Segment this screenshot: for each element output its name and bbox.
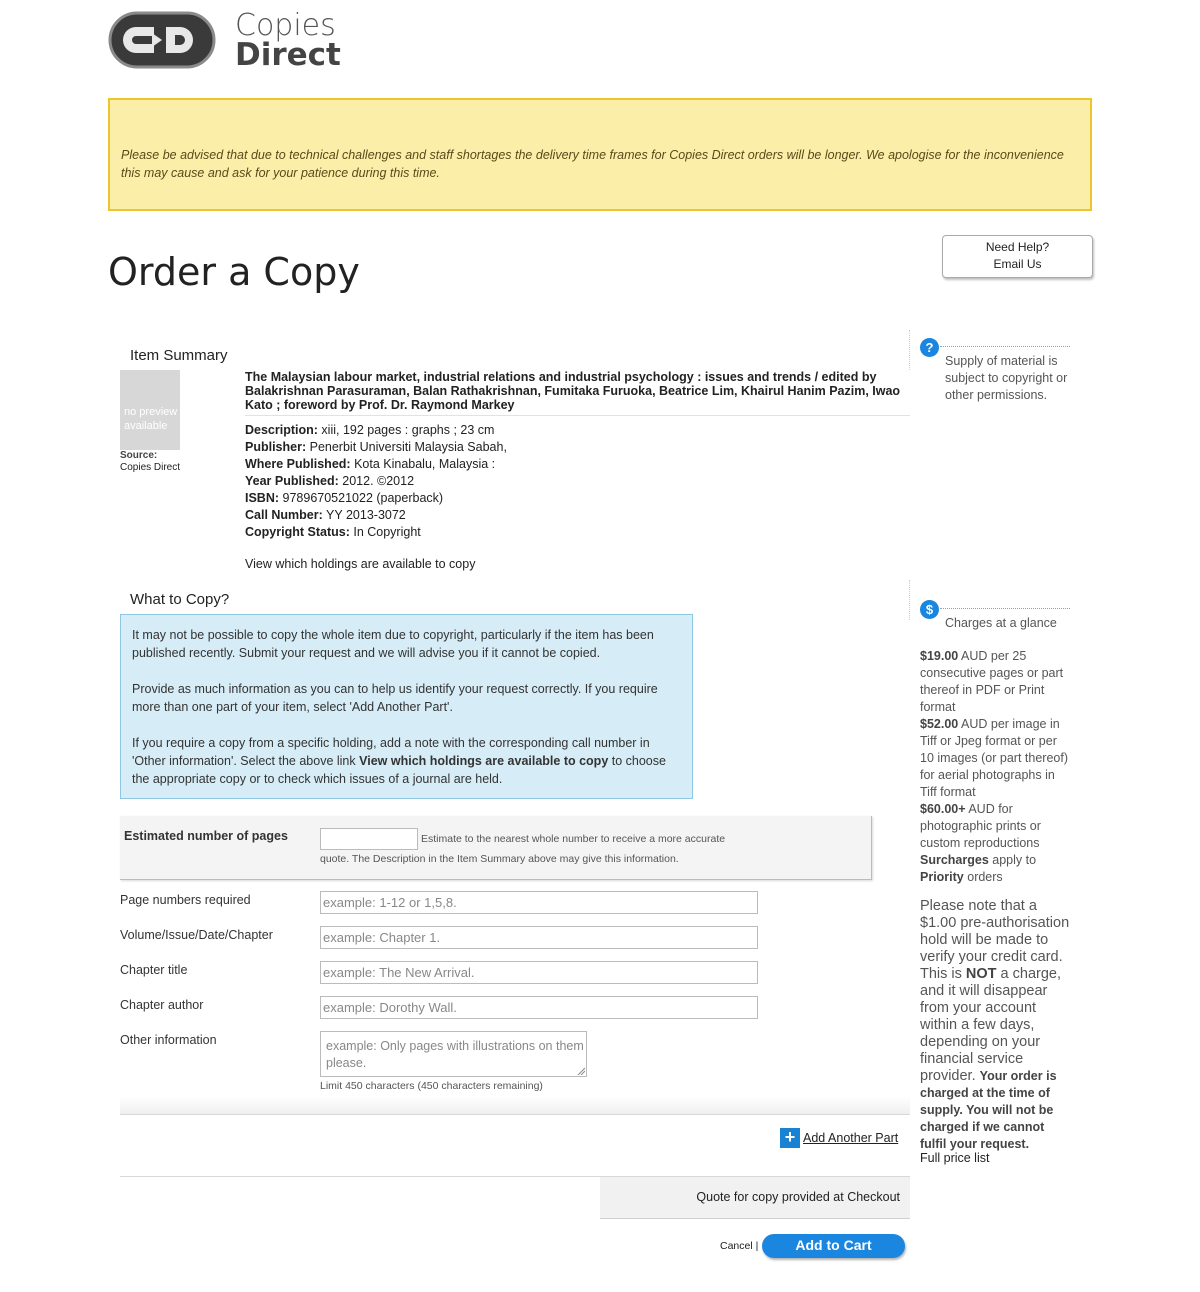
help-line-2: Email Us [993, 257, 1042, 271]
resize-grip-icon[interactable] [577, 1067, 585, 1075]
surcharges-text: apply to [988, 853, 1037, 867]
holdings-reference: View which holdings are available to copy [359, 754, 609, 768]
chapter-author-label: Chapter author [120, 998, 204, 1012]
charge-text: AUD per image in Tiff or Jpeg format or per 10 images (or part thereof) for aerial photographs in Tiff format [920, 717, 1068, 799]
full-price-list-link[interactable]: Full price list [920, 1151, 990, 1165]
view-holdings-link[interactable]: View which holdings are available to copy [245, 557, 476, 571]
detail-label: Call Number: [245, 508, 323, 522]
copies-direct-logo-mark[interactable] [108, 11, 216, 69]
info-paragraph-3 [132, 734, 672, 788]
sidebar-dotted-rule [940, 608, 1070, 609]
info-paragraph-1: It may not be possible to copy the whole item due to copyright, particularly if the item has been published recently. Submit your request and we will advise you if it cannot be copied. [132, 628, 654, 660]
preauth-text: Please note that a $1.00 pre-authorisation hold will be made to verify your credit card. This is [920, 898, 1070, 982]
detail-row-copyright-status [245, 524, 507, 541]
item-title: The Malaysian labour market, industrial relations and industrial psychology : issues and trends / edited by Balakrishnan Parasuraman, Balan Rathakrishnan, Fumitaka Furuoka, Beatrice Lim, Khairul Hanim Pazim, Iwao Kato ; foreword by Prof. Dr. Raymond Markey [245, 370, 901, 412]
detail-label: Year Published: [245, 474, 339, 488]
service-notice: Please be advised that due to technical challenges and staff shortages the delivery time frames for Copies Direct orders will be longer. We apologise for the inconvenience this may cause and ask for your patience during this time. [108, 98, 1092, 211]
item-thumbnail: no preview available [120, 370, 180, 450]
detail-label: Description: [245, 423, 318, 437]
detail-value: Kota Kinabalu, Malaysia : [354, 457, 496, 471]
charge-price: $19.00 [920, 649, 959, 663]
charge-text: AUD per 25 consecutive pages or part thereof in PDF or Print format [920, 649, 1064, 714]
page-numbers-input[interactable]: example: 1-12 or 1,5,8. [320, 891, 758, 914]
detail-label: Where Published: [245, 457, 351, 471]
separator: | [755, 1240, 759, 1252]
sidebar-divider [909, 580, 910, 620]
preauth-text: a charge, and it will disappear from your account within a few days, depending on your financial service provider. [920, 966, 1062, 1084]
detail-label: Publisher: [245, 440, 307, 454]
detail-label: ISBN: [245, 491, 280, 505]
detail-value: In Copyright [353, 525, 421, 539]
page-title: Order a Copy [108, 250, 360, 294]
chapter-title-label: Chapter title [120, 963, 188, 977]
dollar-icon: $ [920, 600, 939, 619]
estimated-pages-label: Estimated number of pages [124, 829, 288, 843]
charges-list [920, 648, 1070, 886]
surcharges-text: orders [963, 870, 1003, 884]
copy-info-box [120, 614, 693, 799]
cancel-link-group [720, 1240, 758, 1252]
logo-word-direct: Direct [235, 37, 341, 73]
priority-label: Priority [920, 870, 964, 884]
volume-input[interactable]: example: Chapter 1. [320, 926, 758, 949]
what-to-copy-heading: What to Copy? [130, 591, 230, 608]
copyright-note: Supply of material is subject to copyright or other permissions. [945, 354, 1068, 402]
detail-row-description [245, 422, 507, 439]
source-label: Source: [120, 450, 158, 461]
surcharges-note [920, 852, 1070, 886]
detail-value: xiii, 192 pages : graphs ; 23 cm [321, 423, 495, 437]
quote-note: Quote for copy provided at Checkout [600, 1177, 910, 1219]
preauth-not: NOT [965, 966, 997, 982]
estimated-pages-input[interactable] [320, 828, 418, 850]
detail-row-isbn [245, 490, 507, 507]
volume-label: Volume/Issue/Date/Chapter [120, 928, 273, 942]
detail-label: Copyright Status: [245, 525, 350, 539]
chapter-title-input[interactable]: example: The New Arrival. [320, 961, 758, 984]
character-limit-note: Limit 450 characters (450 characters remaining) [320, 1080, 543, 1092]
other-information-textarea[interactable] [320, 1031, 587, 1077]
help-email-button[interactable] [942, 235, 1093, 278]
page-numbers-label: Page numbers required [120, 893, 251, 907]
charge-text: AUD for photographic prints or custom reproductions [920, 802, 1041, 850]
help-line-1: Need Help? [985, 240, 1050, 254]
form-footer-band [120, 1096, 910, 1114]
charge-item [920, 801, 1070, 852]
source-value: Copies Direct [120, 462, 181, 473]
cancel-link[interactable]: Cancel [720, 1240, 753, 1252]
info-paragraph-2: Provide as much information as you can to help us identify your request correctly. If you require more than one part of your item, select 'Add Another Part'. [132, 682, 658, 714]
add-another-part-link[interactable]: Add Another Part [803, 1131, 899, 1145]
question-icon: ? [920, 338, 939, 357]
detail-value: YY 2013-3072 [326, 508, 406, 522]
form-divider [120, 1114, 910, 1115]
detail-row-publisher [245, 439, 507, 456]
preauthorisation-note [920, 898, 1072, 1153]
plus-icon[interactable]: + [780, 1128, 800, 1148]
detail-value: 2012. ©2012 [342, 474, 415, 488]
item-details [245, 422, 507, 541]
estimated-pages-panel [120, 816, 872, 880]
charge-item [920, 648, 1070, 716]
item-summary-heading: Item Summary [130, 347, 228, 364]
detail-row-call-number [245, 507, 507, 524]
estimated-pages-help: Estimate to the nearest whole number to receive a more accurate [421, 833, 726, 845]
detail-row-where-published [245, 456, 507, 473]
sidebar-dotted-rule [940, 346, 1070, 347]
sidebar-divider [909, 330, 910, 370]
info-text: to choose the appropriate copy or to check which issues of a journal are held. [132, 754, 666, 786]
charge-price: $52.00 [920, 717, 959, 731]
charge-price: $60.00+ [920, 802, 966, 816]
add-to-cart-button[interactable]: Add to Cart [762, 1234, 905, 1258]
preauth-bold-note: Your order is charged at the time of supply. You will not be charged if we cannot fulfil your request. [920, 1069, 1057, 1151]
detail-value: Penerbit Universiti Malaysia Sabah, [309, 440, 507, 454]
other-information-placeholder: example: Only pages with illustrations on them please. [326, 1039, 584, 1070]
summary-divider [245, 415, 910, 416]
estimated-pages-help-continued: quote. The Description in the Item Summary above may give this information. [320, 853, 679, 865]
detail-value: 9789670521022 (paperback) [282, 491, 444, 505]
charges-heading: Charges at a glance [945, 616, 1057, 630]
chapter-author-input[interactable]: example: Dorothy Wall. [320, 996, 758, 1019]
logo-word-copies: Copies [235, 8, 336, 43]
charge-item [920, 716, 1070, 801]
info-text: If you require a copy from a specific holding, add a note with the corresponding call number in 'Other information'. Select the above link [132, 736, 650, 768]
surcharges-label: Surcharges [920, 853, 989, 867]
detail-row-year-published [245, 473, 507, 490]
other-information-label: Other information [120, 1033, 217, 1047]
